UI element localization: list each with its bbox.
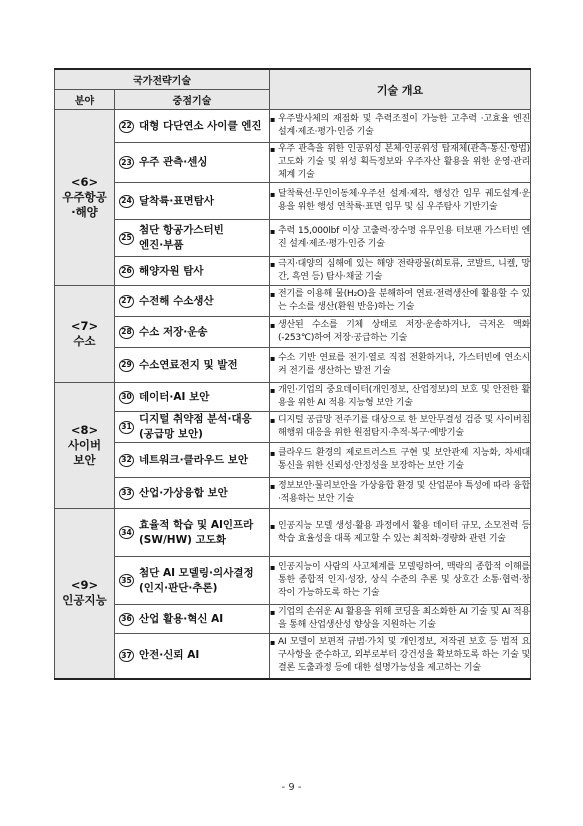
bullet-icon: ▪ <box>270 145 276 154</box>
strategic-tech-table <box>54 68 531 680</box>
tech-number-badge: 25 <box>119 232 134 245</box>
bullet-icon: ▪ <box>270 386 276 395</box>
overview-text: 클라우드 환경의 제로트러스트 구현 및 보안관제 지능화, 차세대 통신을 위한 신뢰성·안정성을 보장하는 보안 기술 <box>278 448 530 471</box>
table-row <box>55 143 531 183</box>
bullet-icon: ▪ <box>270 190 276 199</box>
category-cell: <8> 사이버 보안 <box>55 383 115 509</box>
overview-cell <box>270 257 531 286</box>
bullet-icon: ▪ <box>270 260 276 269</box>
overview-cell <box>270 509 531 557</box>
table-row <box>55 220 531 257</box>
tech-name: 수소 저장·운송 <box>139 325 208 338</box>
bullet-icon: ▪ <box>270 521 276 531</box>
tech-number-badge: 35 <box>119 574 134 587</box>
tech-name: 첨단 AI 모델링·의사결정 (인지·판단·추론) <box>139 566 254 594</box>
overview-cell <box>270 317 531 348</box>
bullet-icon: ▪ <box>270 416 276 425</box>
overview-cell <box>270 348 531 383</box>
key-tech-cell <box>115 220 270 257</box>
tech-number-badge: 29 <box>119 359 134 372</box>
tech-name: 우주 관측·센싱 <box>139 156 208 168</box>
tech-number-badge: 26 <box>119 265 134 278</box>
key-tech-cell <box>115 143 270 183</box>
table-row <box>55 478 531 509</box>
table-row <box>55 412 531 443</box>
overview-cell <box>270 110 531 143</box>
tech-number-badge: 33 <box>119 487 134 500</box>
table-row <box>55 509 531 557</box>
overview-cell <box>270 634 531 679</box>
table-row <box>55 286 531 317</box>
table-row <box>55 383 531 412</box>
key-tech-cell <box>115 110 270 143</box>
tech-name: 산업·가상융합 보안 <box>139 486 228 499</box>
tech-name: 산업 활용·혁신 AI <box>139 612 224 625</box>
tech-number-badge: 22 <box>119 120 134 133</box>
overview-header: 기술 개요 <box>270 69 531 110</box>
overview-text: 인공지능이 사람의 사고체계를 모델링하여, 맥락의 종합적 이해를 통한 종합적 인지·성장, 상식 수준의 추론 및 상호간 소통·협력·창작이 가능하도록 하는 기술 <box>278 562 530 598</box>
tech-number-badge: 34 <box>119 526 134 539</box>
tech-name: 데이터·AI 보안 <box>139 390 210 403</box>
bullet-icon: ▪ <box>270 115 276 124</box>
overview-text: 정보보안·물리보안을 가상융합 환경 및 산업분야 특성에 따라 융합·적용하는 보안 기술 <box>278 481 530 504</box>
category-cell: <7> 수소 <box>55 286 115 383</box>
tech-name: 네트워크·클라우드 보안 <box>139 453 249 466</box>
overview-text: 우주 관측을 위한 인공위성 본체·인공위성 탑재체(관측·통신·항법) 고도화 기술 및 위성 획득정보와 우주자산 활용을 위한 운영·관리 체계 기술 <box>278 144 530 180</box>
bullet-icon: ▪ <box>270 449 276 458</box>
overview-text: 기업의 손쉬운 AI 활용을 위해 코딩을 최소화한 AI 기술 및 AI 적용을 통해 산업생산성 향상을 지원하는 기술 <box>278 607 530 630</box>
tech-number-badge: 37 <box>119 649 134 662</box>
key-tech-cell <box>115 286 270 317</box>
table-row <box>55 605 531 634</box>
overview-text: 달착륙선·무인이동체·우주선 설계·제작, 행성간 임무 궤도설계·운용을 위한 행성 연착륙·표면 임무 및 심 우주탐사 기반기술 <box>278 189 530 212</box>
table-row <box>55 257 531 286</box>
table-row <box>55 317 531 348</box>
overview-text: 추력 15,000lbf 이상 고출력·장수명 유무인용 터보팬 가스터빈 엔진 설계·제조·평가·인증 기술 <box>278 226 530 249</box>
table-row <box>55 557 531 605</box>
field-header: 분야 <box>55 90 115 110</box>
key-tech-cell <box>115 557 270 605</box>
key-tech-cell <box>115 317 270 348</box>
tech-name: 효율적 학습 및 AI인프라 (SW/HW) 고도화 <box>139 518 254 546</box>
tech-number-badge: 32 <box>119 454 134 467</box>
bullet-icon: ▪ <box>270 608 276 617</box>
tech-name: 대형 다단연소 사이클 엔진 <box>139 119 262 132</box>
tech-name: 첨단 항공가스터빈 엔진·부품 <box>139 224 224 251</box>
tech-name: 수전해 수소생산 <box>139 294 214 307</box>
tech-number-badge: 23 <box>119 156 134 169</box>
bullet-icon: ▪ <box>270 354 276 363</box>
strategic-tech-header: 국가전략기술 <box>55 69 270 90</box>
tech-number-badge: 28 <box>119 326 134 339</box>
key-tech-cell <box>115 348 270 383</box>
key-tech-cell <box>115 412 270 443</box>
overview-text: 전기를 이용해 물(H₂O)을 분해하여 연료·전력생산에 활용할 수 있는 수소를 생산(환원 반응)하는 기술 <box>278 289 530 312</box>
tech-number-badge: 36 <box>119 613 134 626</box>
category-cell: <9> 인공지능 <box>55 509 115 679</box>
overview-cell <box>270 383 531 412</box>
table-row <box>55 110 531 143</box>
tech-name: 안전·신뢰 AI <box>139 649 200 662</box>
overview-text: 수소 기반 연료를 전기·열로 직접 전환하거나, 가스터빈에 연소시켜 전기를 생산하는 발전 기술 <box>278 353 530 376</box>
overview-cell <box>270 220 531 257</box>
category-cell: <6> 우주항공 ·해양 <box>55 110 115 286</box>
overview-cell <box>270 478 531 509</box>
overview-cell <box>270 557 531 605</box>
key-tech-cell <box>115 443 270 478</box>
table-row <box>55 634 531 679</box>
overview-cell <box>270 286 531 317</box>
overview-text: 생산된 수소를 기체 상태로 저장·운송하거나, 극저온 액화(-253℃)하여 저장·공급하는 기술 <box>278 320 530 343</box>
bullet-icon: ▪ <box>270 290 276 299</box>
overview-text: AI 모델이 보편적 규범·가치 및 개인정보, 저작권 보호 등 법적 요구사항을 준수하고, 외부로부터 강건성을 확보하도록 하는 기술 및 결론 도출과정 등에 대한 설명가능성을 제고하는 기술 <box>278 637 530 674</box>
key-tech-header: 중점기술 <box>115 90 270 110</box>
key-tech-cell <box>115 509 270 557</box>
overview-cell <box>270 443 531 478</box>
tech-name: 수소연료전지 및 발전 <box>139 358 238 371</box>
overview-cell <box>270 183 531 220</box>
overview-text: 인공지능 모델 생성·활용 과정에서 활용 데이터 규모, 소모전력 등 학습 효율성을 대폭 제고할 수 있는 최적화·경량화 관련 기술 <box>278 520 530 544</box>
key-tech-cell <box>115 257 270 286</box>
tech-name: 디지털 취약점 분석·대응 (공급망 보안) <box>139 413 252 440</box>
key-tech-cell <box>115 383 270 412</box>
table-body <box>55 110 531 679</box>
bullet-icon: ▪ <box>270 563 276 572</box>
tech-number-badge: 30 <box>119 391 134 404</box>
key-tech-cell <box>115 478 270 509</box>
bullet-icon: ▪ <box>270 321 276 330</box>
tech-name: 달착륙·표면탐사 <box>139 194 214 207</box>
overview-text: 디지털 공급망 전주기를 대상으로 한 보안무결성 검증 및 사이버침해행위 대응을 위한 원점탐지·추적·복구·예방기술 <box>278 415 530 438</box>
overview-text: 극지·대양의 심해에 있는 해양 전략광물(희토류, 코발트, 니켈, 망간, 흑연 등) 탐사·채굴 기술 <box>278 259 530 282</box>
table-row <box>55 183 531 220</box>
overview-cell <box>270 412 531 443</box>
overview-text: 우주발사체의 재점화 및 추력조절이 가능한 고추력 ·고효율 엔진 설계·제조·평가·인증 기술 <box>278 114 530 137</box>
tech-number-badge: 31 <box>119 421 134 434</box>
bullet-icon: ▪ <box>270 638 276 648</box>
key-tech-cell <box>115 605 270 634</box>
key-tech-cell <box>115 183 270 220</box>
key-tech-cell <box>115 634 270 679</box>
page-number: - 9 - <box>281 782 302 793</box>
overview-cell <box>270 605 531 634</box>
table-row <box>55 348 531 383</box>
overview-text: 개인·기업의 중요데이터(개인정보, 산업정보)의 보호 및 안전한 활용을 위한 AI 적용 지능형 보안 기술 <box>278 385 530 408</box>
tech-number-badge: 24 <box>119 195 134 208</box>
overview-cell <box>270 143 531 183</box>
tech-number-badge: 27 <box>119 295 134 308</box>
table-row <box>55 443 531 478</box>
bullet-icon: ▪ <box>270 482 276 491</box>
bullet-icon: ▪ <box>270 227 276 236</box>
tech-name: 해양자원 탐사 <box>139 264 204 277</box>
